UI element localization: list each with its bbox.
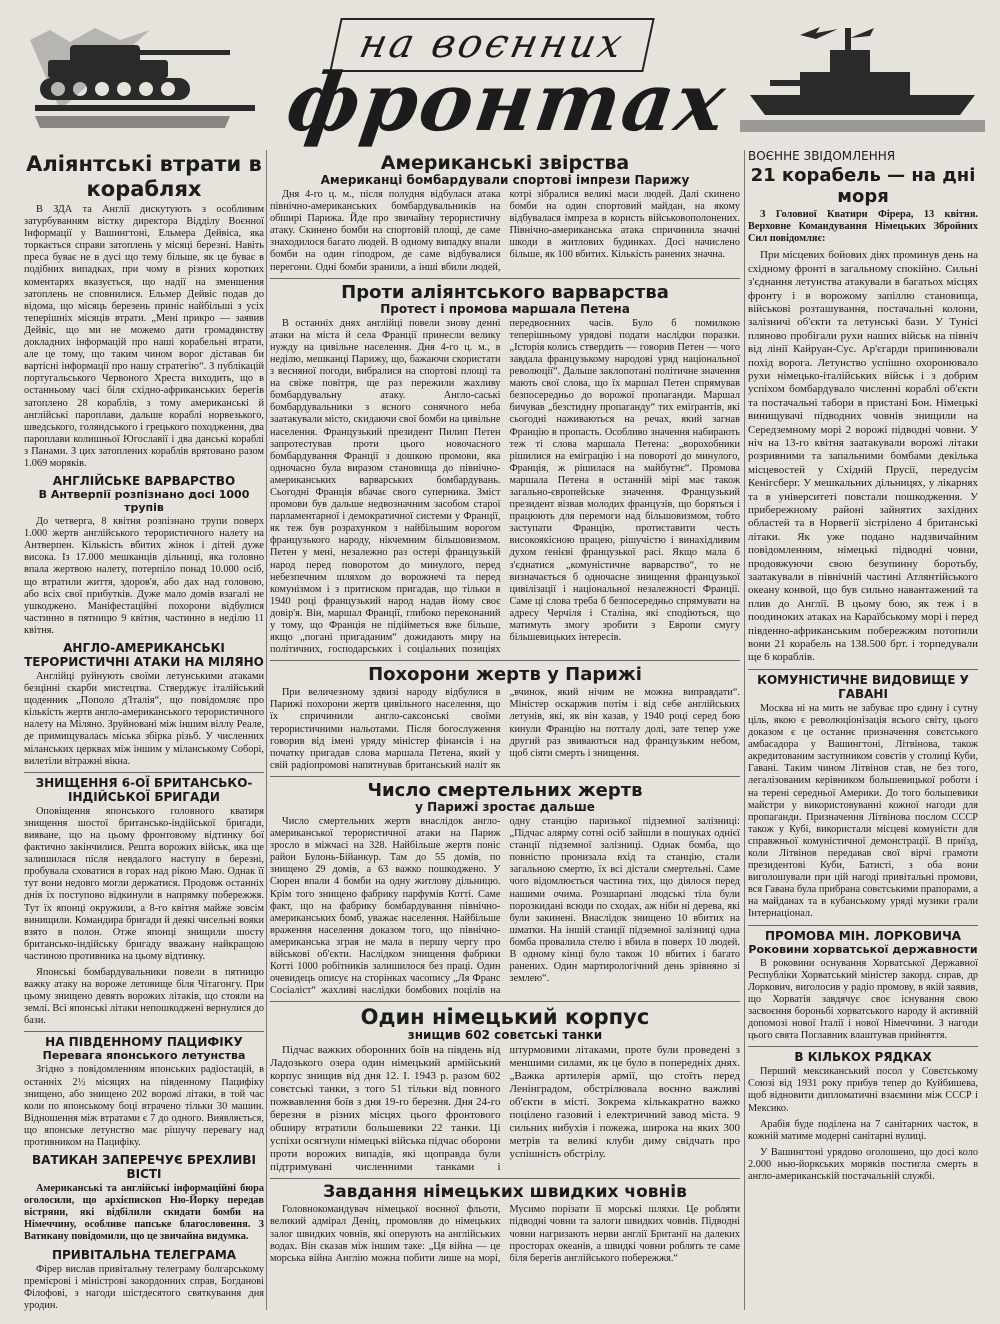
masthead bbox=[0, 0, 1000, 149]
article-headline: Похорони жертв у Парижі bbox=[368, 664, 642, 686]
article-subheadline: Протест і промова маршала Петена bbox=[380, 301, 630, 316]
article-headline: 21 корабель — на дні моря bbox=[750, 165, 976, 207]
article-milan-attacks bbox=[24, 641, 264, 768]
article-allied-losses bbox=[24, 152, 264, 470]
article-lorkovich bbox=[748, 929, 978, 1043]
article-headline: Число смертельних жертв bbox=[367, 779, 643, 801]
article-headline: АНГЛО-АМЕРИКАНСЬКІ ТЕРОРИСТИЧНІ АТАКИ НА МІЛЯНО bbox=[24, 641, 264, 669]
article-telegram bbox=[24, 1248, 264, 1312]
article-german-corps bbox=[270, 1005, 740, 1174]
divider bbox=[270, 1001, 740, 1002]
masthead-script-line: на воєнних bbox=[329, 18, 654, 72]
article-subheadline: Перевага японського летунства bbox=[42, 1049, 246, 1063]
article-subheadline: у Парижі зростає дальше bbox=[415, 799, 595, 814]
article-body: В ЗДА та Англії дискутують з особливим затурбуванням вістку директора Відділу Воєнної Інформації у Вашингтоні, Ельмера Дейвіса, яка торкається справи затоплень у місяці березні. Навіть преса буває не в дусі що тему більше, як це буває в подібних випадках, при чому в різних коротких коментарях вказується, що надії на зменшення затоплень не сповнилися. Ельмер Дейвіс подав до відома, що місяць березень приніс найбільші з усіх теперішніх місяців втрати. „Мені прикро — заявив Дейвіс, що ми не можемо дати громадянству докладних інформацій про наші корабельні втрати, але це тому, що таким чином ворог діставав би вартісні інформації про нашу стратегію“. З публікацій португальського Червоного Хреста виходить, що в останньому часі біля східно-африканських берегів затоплено 28 кораблів, з тому американські й англійські пароплави, дальше кораблі норвезького, шведського, голяндського і грецького походження, два пароплави колишньої Югославії і два данські кораблі з Панами. З цих затоплених кораблів врятовано разом 1.069 моряків. bbox=[24, 204, 264, 469]
article-body: Англійці руйнують своїми летунськими атаками безцінні скарби мистецтва. Стверджує італійський щоденник „Пополо д'Італія“, що повідомляє про кількість жертв англо-американського терористичного налету на Міляно. Зруйновані між іншим віллу Реале, де примищувалась міська збірка різьб. У численних міланських церквах між іншим у міланському Соборі, вилетіли вітражні вікна. bbox=[24, 671, 264, 767]
divider bbox=[748, 1046, 978, 1047]
article-vatican bbox=[24, 1153, 264, 1243]
article-in-brief bbox=[748, 1050, 978, 1183]
article-body: Дня 4-го ц. м., після полудня відбулася атака північно-американських бомбардувальників на обширі Парижа. Йде про звичайну терористичну атаку. Скинено бомби на спортовій площі, де саме знаходилося багато людей. В одному випадку впали бомби на один гіподром, де саме відбувалися перегони. Одні бомби зранили, а інші вбили людей, котрі зібралися великі маси людей. Далі скинено бомби на один спортовий майдан, на якому відбувалася імпреза в користь військовополонених. Північно-американська атака спричинила значні шкоди в житлових будинках. Досі начислено більше, як 100 вбитих. Кількість ранених значна. bbox=[270, 189, 740, 273]
article-body: Підчас важких оборонних боїв на південь від Ладозького озера один німецький армійський корпус знищив від дня 12. І. 1943 р. разом 602 совєтські танки, з того 51 тільки від повного пожвавлення боїв з дня 19-го березня. Дня 24-го березня в різних місцях цього фронтового обширу втратили большевики 22 танки. Ці успіхи осягнули німецькі війська підчас оборони проти ворожих випадів, які щоправда були підтримувані численними танками і штурмовими літаками, проте були проведені з меншими силами, як це було в попередніх днях. „Важка артилерія армії, що стоїть перед Ленінградом, обстрілювала воєнно важливі об'єкти в місті. Зокрема кількакратно важко поцілено газовий і електричний завод міста. 9 сильних вибухів і пожежа, широка на яких 300 метрів та великі клуби диму свідчать про успішність обстрілу. bbox=[270, 1044, 740, 1174]
article-lead: З Головної Кватири Фірера, 13 квітня. Верховне Командування Німецьких Збройних Сил повідомляє: bbox=[748, 209, 978, 245]
divider bbox=[748, 669, 978, 670]
article-body: Згідно з повідомленням японських радіостацій, в останніх 2½ місяцях на південному Пацифіку знищено, або знищено 202 ворожі літаки, в той час коли по японському боці втрачено тільки 30 машин. Відношення між втратами є 7 до одного. Виявляється, що японське летунство має рішучу перевагу над противником на Пацифіку. bbox=[24, 1064, 264, 1148]
divider bbox=[270, 660, 740, 661]
divider bbox=[24, 1031, 264, 1032]
article-headline: Один німецький корпус bbox=[360, 1005, 650, 1030]
article-body: В роковини оснування Хорватської Державної Республіки Хорватський міністер закорд. справ, др Лоркович, виголосив у радіо промову, в якій заявив, що Хорватія завдячує своє існування свою засвоєння бороньбі хорватського народу й активній допомозі нової Італії і нової Німеччини. З нагоди цього свята Поглавник влаштував прийняття. bbox=[748, 957, 978, 1042]
article-headline: В КІЛЬКОХ РЯДКАХ bbox=[794, 1050, 932, 1065]
section-kicker: ВОЄННЕ ЗВІДОМЛЕННЯ bbox=[748, 150, 896, 163]
brief-item: Перший мексиканський посол у Совєтському Союзі від 1931 року прибув тепер до Куйбишева, щоб відновити дипломатичні взаємини між СССР і Мексико. bbox=[748, 1066, 978, 1114]
article-body: При місцевих бойових діях проминув день на східному фронті в загальному спокійно. Сильні з'єднання летунства атакували в багатьох місцях фронту і в ворожому запіллю становища, військові розташування, постачальні колони, залізничі об'єкти та летунські бази. У Тунісі пляново пробігали рухи наших військ на північ від лінії Кайруан-Сус. Ар'єгарди припинювали похід ворога. Летунство успішно охоронювало рухи німецько-італійських військ і з добрим успіхом бомбардувало численні кораблі об'єкти та постачальні табори в пристані Бон. Німецькі винищувачі підводних човнів знищили на Середземному морі 2 ворожі підводні човни. У ніч на 13-го квітня заатакували ворожі літаки розривними та запальними бомбами декілька місцевостей у Східній Прусії, передусім Кенігсберг. У мешкальних дільницях, у лікарнях та в університеті повстали пошкодження. У прибережному районі зайнятих західних областей та в Норвегії зістрілено 4 британські літаки. Як уже подано надзвичайним повідомленням, німецькі підводні човни, продовжуючи свою безупинну боротьбу, заатакували в північній частині Атлянтійського океану конвой, що був сильно навантажений та плив до Англії. В цьому бою, як теж і в поодиноких атаках на Караїбському морі і перед південно-африканським побережжям потопили вони 21 корабель на 138.500 брт. і торпедували ще 6 кораблів. bbox=[748, 249, 978, 664]
article-death-toll bbox=[270, 780, 740, 997]
article-headline: Завдання німецьких швидких човнів bbox=[323, 1182, 687, 1203]
article-headline: ПРОМОВА МІН. ЛОРКОВИЧА bbox=[764, 928, 962, 943]
article-21-ships bbox=[748, 165, 978, 665]
article-headline: АНГЛІЙСЬКЕ ВАРВАРСТВО bbox=[52, 474, 236, 489]
article-headline: ПРИВІТАЛЬНА ТЕЛЕГРАМА bbox=[51, 1247, 237, 1262]
left-column bbox=[24, 150, 264, 1315]
article-headline: ВАТИКАН ЗАПЕРЕЧУЄ БРЕХЛИВІ ВІСТІ bbox=[32, 1153, 256, 1182]
article-headline: Аліянтські втрати в кораблях bbox=[26, 152, 262, 201]
article-english-barbarism bbox=[24, 474, 264, 637]
column-rule bbox=[744, 150, 745, 1310]
divider bbox=[270, 278, 740, 279]
warship-illustration bbox=[740, 27, 985, 132]
brief-item: Арабія буде поділена на 7 санітарних часток, в кожній матиме модерні санітарні вулиці. bbox=[748, 1118, 978, 1142]
article-headline: ЗНИЩЕННЯ 6-ОЇ БРИТАНСЬКО-ІНДІЙСЬКОЇ БРИГАДИ bbox=[35, 775, 253, 804]
article-speedboats bbox=[270, 1182, 740, 1264]
divider bbox=[270, 1178, 740, 1179]
article-body: Головнокомандувач німецької воєнної фльоти, великий адмірал Деніц, промовляв до німецьких залог швидких човнів, які оперують на англійських водах. Він сказав між іншим таке: „Ця війна — це морська війна Англію можна побити лише на морі, Мусимо порізати її морські шляхи. Це робляти підводні човни та залоги швидких човнів. Підводні човни нагризають нерви англії Британії на далеких просторах океанів, а швидкі човни роблять те саме біля берегів англійського побережжя.“ bbox=[270, 1204, 740, 1264]
article-brigade-destroyed bbox=[24, 776, 264, 1028]
article-body: Американські та англійські інформаційні бюра оголосили, що архієпископ Ню-Йорку передав вістряни, які відбілили скидати бомби на Німеччину, особливе папське благословення. З Ватикану повідомили, що це звичайна видумка. bbox=[24, 1183, 264, 1243]
column-rule bbox=[266, 150, 267, 1310]
article-headline: НА ПІВДЕННОМУ ПАЦИФІКУ bbox=[45, 1035, 243, 1050]
article-american-atrocities bbox=[270, 152, 740, 274]
article-subheadline: знищив 602 совєтські танки bbox=[407, 1028, 603, 1043]
masthead-title: фронтах bbox=[281, 55, 733, 149]
right-column bbox=[748, 150, 978, 1315]
middle-column bbox=[270, 150, 740, 1315]
article-body: До четверга, 8 квітня розпізнано трупи поверх 1.000 жертв англійського терористичного налету на Антверпен. Кількість вбитих жінок і дітей дуже висока. Із 17.000 мешканців дільниці, яка головно впала жертвою налету, потерпіло понад 10.000 осіб, що втратили життя, здоров'я, або дах над головою, або всіх свої прибутків. Дуже мало домів взагалі не ушкоджено. Маніфестаційні похорони відбулися частинно в пятницю 9 квітня, частинно в неділю 11 квітня. bbox=[24, 516, 264, 636]
article-subheadline: В Антверпії розпізнано досі 1000 трупів bbox=[38, 488, 250, 515]
article-south-pacific bbox=[24, 1035, 264, 1149]
article-body: Число смертельних жертв внаслідок англо-американської терористичної атаки на Париж зросло в міжчасі на 328. Найбільше жертв поніс район Булонь-Бійанкур. Там до 55 домів, по знищено 29 домів, а 63 важко пошкоджено. У Сюрен впали 4 бомби на одну житлову дільницю. Крім того знищено фабрику парфумів Котті. Саме факт, що на фабрику бомбардування північно-американських бомб, уважає населення. Найбільше враження населення доказом того, що північно-американська зграя не мала в першу чергу про військові об'єкти. Наслідком знищення фабрики Котті 1000 робітників залишилося без праці. Один очевидець описує на сторінках часопису „Ля Франс Сосіаліст“ жахливі наслідки бомбових поцілів на одну станцію паризької підземної залізниці: „Підчас алярму сотні осіб зайшли в пошуках однієї станції підземної залізниці. Однак бомба, що повністю пронизала вхід та станцію, стали загальною смертю, їх всі дістали смертельні. Саме чого відомлюється частина тих, що діялося перед нашими очима. Розшарпані людські тіла були порозкидані всюди по сходах, аж ніби ні дерева, які були закинені. Внаслідок знищено 10 вбитих на шматки. На іншій станції підземної залізниці одна бомба провалила стелю і вбила в поверх 10 людей. В одному кінці було також 10 вбитих і багато ранених. Один мартирологічний день зрівняно зі землею“. bbox=[270, 815, 740, 997]
article-headline: КОМУНІСТИЧНЕ ВИДОВИЩЕ У ГАВАНІ bbox=[757, 672, 969, 701]
article-headline: Проти аліянтського варварства bbox=[341, 281, 669, 303]
article-havana bbox=[748, 673, 978, 921]
article-body: Оповіщення японського головного кватиря знищення шостої британсько-індійської бригади, вияване, що на цьому фронтовому відтинку бої фактично закінчилися. Решта ворожих військ, яка ще залишилася після невдалого наступу в березні, пробувала сховатися в горах над рікою Маю. Однак її тут вони недовго могли держатися. Продовж останніх днів їх поступово відкинули в напрямку побережжя. Тут їх японці окружили, а 8-го квітня майже зовсім винищили. Командира бригади й деякі чисельні вояки взято в полон. Отже японці знищили шосту британсько-індійську бригаду вважану найкращою частиною противника на цьому відтинку. bbox=[24, 805, 264, 962]
divider bbox=[24, 772, 264, 773]
article-body: Москва ні на мить не забуває про єдину і сутну ціль, якою є революціонізація всього світу, цього доказом є це останнє призначення совєтського амбасадора у Вашингтоні, Літвінова, також акредитованим заступником совєтів у столиці Куби, Гавані. Таким чином Літвінов став, не без того, легалізованим керівником большевицької роботи і на терені середньої Америки. До того большевики майстри у використовуванні кожної нагоди для пропаганди. Призначення Літвінова послом СССР також у Кубі, використали місцеві комуністи для справжньої комуністичної демонстрації. В приїзд, коли Літвінов передавав свої вірчі грамоти президентові Куби, Батисті, з оба вони виголошували при цій нагоді привітальні промови, вся Гавана була прибрана совєтськими прапорами, а на майданах та в кубанському уряді музики грали Інтернаціонал. bbox=[748, 702, 978, 920]
article-paris-funerals bbox=[270, 664, 740, 772]
divider bbox=[748, 925, 978, 926]
article-body: Японські бомбардувальники повели в пятницю важку атаку на вороже летовище біля Чітагонгу. При цьому знищено девять ворожих літаків, що стояли на землі. Всі японські літаки непошкоджені вернулися до бази. bbox=[24, 966, 264, 1027]
article-against-barbarism bbox=[270, 282, 740, 657]
article-subheadline: Роковини хорватської державности bbox=[748, 942, 978, 956]
article-headline: Американські звірства bbox=[380, 152, 630, 174]
article-subheadline: Американці бомбардували спортові імпрези Парижу bbox=[320, 173, 690, 187]
article-body: При величезному здвизі народу відбулися в Парижі похорони жертв цивільного населення, що їх спричинили англо-саксонські своїми терористичними нальотами. Після богослуження говорив від імені уряду міністер фінансів і на початку пригадав слова маршала Петена, який у свій радіопромові напятнував британський наліт як „вчинок, який нічим не можна виправдати“. Міністер оскаржив потім і від себе англійських летунів, які, як він казав, у 1940 році серед бою кинули Францію на потталу долі, зате тепер уже другий раз звиваються над французьким небом, щоб сіяти смерть і знищення. bbox=[270, 687, 740, 771]
brief-item: У Вашингтоні урядово оголошено, що досі коло 2.000 нью-йоркських моряків постигла смерть в англо-американській постачальній службі. bbox=[748, 1146, 978, 1182]
article-body: В останніх днях англійці повели знову денні атаки на міста й села Франції принесли велику нужду на цивільне населення. Дня 4-го ц. м., в неділю, мешканці Парижу, що, бажаючи скористати з весняної погоди, вибралися на спортові площі та на свіже повітря, ще раз пережили жахливу бомбардувальну атаку. Англо-саські бомбардувальники з ясного сонячного неба заатакували місто, скидаючи свої бомби на цивільне населення. Французький президент Пилип Петен запротестував проти цього новочасного бомбардування Франції з дошкою промови, яка одночасно була виразом становища до північно-американських варварських бомбардувань. Сьогодні Франція вбачає свого суперника. Зміст промови був дальше недвозначним засобом старої парламентарної і демократичної системи у Франції, як теж був розрахунком з найбільшим ворогом французького народу, нікчемним більшовизмом. Петен у мені, незалежно раз остері французькій народ перед поворотом до минулого, перед небезпечним шляхом до ворожнечі та перед комунізмом і з притиском пригадав, що тільки в 1940 році французький народ надав йому своє довір'я. Він, маршал Франції, глибоко переконаний у тому, що Франція не підійметься вже більше, якщо „погані пригаданим“ дожидають миру на політичних, господарських і соціальних позиціях передвоєнних часів. Було б помилкою теперішньому урядові подати наслідки поразки. „Історія колись ствердить — говорив Петен — чого завдала французькому народові уряд національної революції“. Дальше заклопотані політичне значення мають свої слова, що їх маршал Петен спрямував безпосередньо до ворожої пропаганди. Маршал бичував „безстидну пропаганду“ тих еміґрантів, які сьогодні наживаються на речах, який загнав Францію в пропасть. Особливо значення набирають теж ті слова маршала Петена: „ворохобники рішилися на еміграцію і на повороті до минулого, Франція, ж рішилася на майбутнє“. Промова маршала Петена в останній мірі має також загально-європейське значення. Французький президент візвав молодих французів, що боряться і працюють для перемоги над більшовизмом, тобто заступати Францію, протиставити честь високоякісною працею, рішучістю і винахідливим духом ґенієві французької расі. Якщо мала б з'єднатися „комуністичне варварство“, то не визначається б одночасне знищення французької цивілізації і національної незалежності Франції. Саме ці слова треба б безпосередньо спрямувати на адресу Черчіля і Сталіна, які сподіються, що матимуть змогу зробити з Европи смугу більшевицьких інтересів. bbox=[270, 317, 740, 656]
article-body: Фірер вислав привітальну телеграму болгарському премієрові і міністрові закордонних справ, Богданові Філофові, з нагоди шістдесятого святкування дня уродин. bbox=[24, 1263, 264, 1311]
tank-illustration bbox=[30, 28, 255, 128]
divider bbox=[270, 776, 740, 777]
